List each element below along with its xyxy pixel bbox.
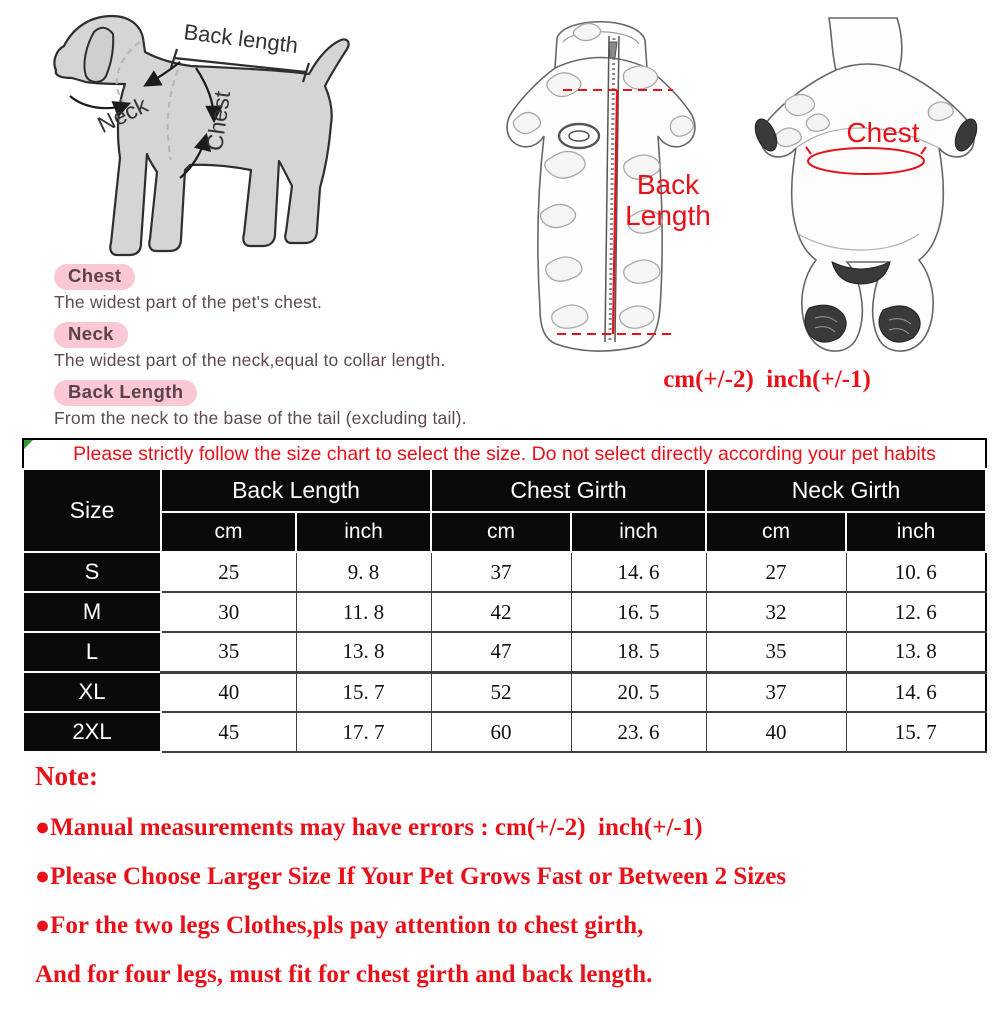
value-cell: 52 xyxy=(431,672,571,712)
value-cell: 35 xyxy=(161,632,296,672)
value-cell: 13. 8 xyxy=(296,632,431,672)
neck-label: Neck xyxy=(93,91,152,138)
green-corner-marker xyxy=(24,440,33,449)
value-cell: 45 xyxy=(161,712,296,752)
value-cell: 25 xyxy=(161,552,296,592)
size-cell: L xyxy=(23,632,161,672)
value-cell: 47 xyxy=(431,632,571,672)
value-cell: 15. 7 xyxy=(296,672,431,712)
neck-badge: Neck xyxy=(54,322,128,348)
size-cell: M xyxy=(23,592,161,632)
size-chart-table xyxy=(22,438,985,753)
tolerance-note: cm(+/-2) inch(+/-1) xyxy=(663,366,871,393)
measurement-legend xyxy=(54,264,514,438)
size-cell: XL xyxy=(23,672,161,712)
value-cell: 20. 5 xyxy=(571,672,706,712)
size-cell: 2XL xyxy=(23,712,161,752)
value-cell: 11. 8 xyxy=(296,592,431,632)
neck-girth-group-header: Neck Girth xyxy=(706,469,986,512)
left-paw-pad xyxy=(805,305,846,342)
chest-girth-group-header: Chest Girth xyxy=(431,469,706,512)
unit-header: cm xyxy=(706,512,846,552)
unit-header-row xyxy=(23,512,986,552)
size-cell: S xyxy=(23,552,161,592)
chest-badge: Chest xyxy=(54,264,135,290)
value-cell: 40 xyxy=(706,712,846,752)
value-cell: 17. 7 xyxy=(296,712,431,752)
value-cell: 32 xyxy=(706,592,846,632)
value-cell: 42 xyxy=(431,592,571,632)
value-cell: 9. 8 xyxy=(296,552,431,592)
back-length-label: Back length xyxy=(182,19,300,58)
value-cell: 30 xyxy=(161,592,296,632)
legend-item-neck xyxy=(54,322,514,371)
size-column-header: Size xyxy=(23,469,161,552)
notes-section xyxy=(35,761,985,1010)
legend-item-back-length xyxy=(54,380,514,429)
zipper-pull-icon xyxy=(609,42,617,58)
size-row-2xl xyxy=(23,712,986,752)
value-cell: 10. 6 xyxy=(846,552,986,592)
right-paw-pad xyxy=(879,306,920,342)
unit-header: inch xyxy=(571,512,706,552)
legend-item-chest xyxy=(54,264,514,313)
value-cell: 35 xyxy=(706,632,846,672)
chest-label: Chest xyxy=(201,89,236,153)
dog-measurement-diagram xyxy=(28,8,350,270)
unit-header: inch xyxy=(296,512,431,552)
value-cell: 37 xyxy=(706,672,846,712)
back-length-badge: Back Length xyxy=(54,380,197,406)
jacket-back-outline xyxy=(761,18,974,351)
value-cell: 60 xyxy=(431,712,571,752)
value-cell: 40 xyxy=(161,672,296,712)
size-row-m xyxy=(23,592,986,632)
value-cell: 23. 6 xyxy=(571,712,706,752)
unit-header: inch xyxy=(846,512,986,552)
value-cell: 12. 6 xyxy=(846,592,986,632)
value-cell: 18. 5 xyxy=(571,632,706,672)
back-length-description: From the neck to the base of the tail (excluding tail). xyxy=(54,408,467,428)
size-chart-warning: Please strictly follow the size chart to select the size. Do not select directly according your pet habits xyxy=(23,439,986,469)
notes-title: Note: xyxy=(35,761,98,791)
chest-description: The widest part of the pet's chest. xyxy=(54,292,323,312)
note-item: ●Manual measurements may have errors : cm(+/-2) inch(+/-1) xyxy=(35,814,703,841)
size-row-s xyxy=(23,552,986,592)
unit-header: cm xyxy=(161,512,296,552)
value-cell: 27 xyxy=(706,552,846,592)
value-cell: 14. 6 xyxy=(571,552,706,592)
value-cell: 16. 5 xyxy=(571,592,706,632)
size-row-l xyxy=(23,632,986,672)
note-item: ●For the two legs Clothes,pls pay attention to chest girth, xyxy=(35,912,644,939)
unit-header: cm xyxy=(431,512,571,552)
jacket-back-sketch xyxy=(735,14,987,358)
note-item: And for four legs, must fit for chest girth and back length. xyxy=(35,961,653,988)
back-length-group-header: Back Length xyxy=(161,469,431,512)
group-header-row xyxy=(23,469,986,512)
note-item: ●Please Choose Larger Size If Your Pet Grows Fast or Between 2 Sizes xyxy=(35,863,787,890)
value-cell: 37 xyxy=(431,552,571,592)
jacket-chest-annotation: Chest xyxy=(846,117,920,148)
size-row-xl xyxy=(23,672,986,712)
value-cell: 13. 8 xyxy=(846,632,986,672)
value-cell: 15. 7 xyxy=(846,712,986,752)
value-cell: 14. 6 xyxy=(846,672,986,712)
warning-row xyxy=(23,439,986,469)
jacket-back-length-annotation: Back Length xyxy=(625,169,711,231)
neck-description: The widest part of the neck,equal to collar length. xyxy=(54,350,446,370)
